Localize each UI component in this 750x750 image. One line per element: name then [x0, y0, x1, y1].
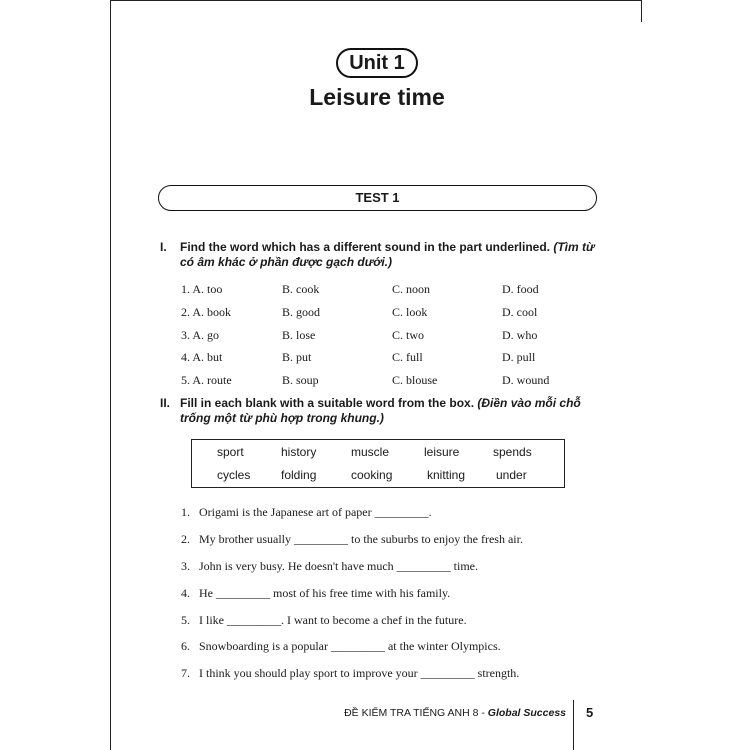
sentence-number: 6.	[181, 639, 190, 653]
sentence-text: My brother usually _________ to the suburbs to enjoy the fresh air.	[199, 532, 523, 546]
option-a: 3. A. go	[181, 328, 220, 342]
option-a: 5. A. route	[181, 373, 232, 387]
option-b: B. lose	[282, 328, 316, 342]
option-d: D. pull	[502, 350, 536, 364]
option-d: D. who	[502, 328, 538, 342]
question-row	[181, 305, 581, 321]
section-2-heading	[160, 396, 600, 428]
word-box-item: knitting	[427, 468, 466, 482]
question-row	[181, 282, 581, 298]
sentence-number: 7.	[181, 666, 190, 680]
sentence-number: 5.	[181, 613, 190, 627]
section-2-instruction-vi: (Điền vào mỗi chỗ trống một từ phù hợp trong khung.)	[180, 396, 581, 425]
option-b: B. soup	[282, 373, 319, 387]
word-box-item: sport	[217, 445, 244, 459]
footer-series: Global Success	[487, 707, 566, 719]
section-1-instruction: Find the word which has a different sound in the part underlined.	[180, 240, 551, 254]
sentence-number: 3.	[181, 559, 190, 573]
option-c: C. two	[392, 328, 425, 342]
footer-book-title	[340, 707, 566, 719]
option-b: B. cook	[282, 282, 320, 296]
word-box-item: cooking	[351, 468, 393, 482]
sentence-text: Snowboarding is a popular _________ at the winter Olympics.	[199, 639, 501, 653]
word-box-item: folding	[281, 468, 317, 482]
footer-divider	[573, 700, 574, 750]
word-box-item: muscle	[351, 445, 390, 459]
sentence-number: 1.	[181, 505, 190, 519]
sentence-number: 4.	[181, 586, 190, 600]
option-c: C. blouse	[392, 373, 438, 387]
section-2-instruction: Fill in each blank with a suitable word from the box.	[180, 396, 475, 410]
word-box-item: cycles	[217, 468, 251, 482]
word-box-item: under	[496, 468, 527, 482]
option-d: D. cool	[502, 305, 538, 319]
section-1-heading	[160, 240, 600, 272]
sentence-text: I think you should play sport to improve your _________ strength.	[199, 666, 520, 680]
section-1-instruction-block	[180, 240, 600, 270]
page-frame-top-border	[110, 0, 642, 1]
footer-title-text: ĐỀ KIỂM TRA TIẾNG ANH 8 -	[344, 707, 485, 719]
question-row	[181, 373, 581, 389]
question-row	[181, 350, 581, 366]
page-frame-right-border	[641, 0, 642, 22]
unit-badge: Unit 1	[336, 48, 418, 78]
page-title: Leisure time	[309, 84, 445, 110]
option-a: 1. A. too	[181, 282, 223, 296]
option-a: 4. A. but	[181, 350, 223, 364]
option-d: D. food	[502, 282, 539, 296]
page-frame-left-border	[110, 0, 111, 750]
option-c: C. look	[392, 305, 428, 319]
word-box-item: leisure	[424, 445, 460, 459]
option-d: D. wound	[502, 373, 550, 387]
section-1-instruction-vi: (Tìm từ có âm khác ở phần được gạch dưới.)	[180, 240, 595, 269]
option-b: B. good	[282, 305, 321, 319]
sentence-text: I like _________. I want to become a chef in the future.	[199, 613, 467, 627]
question-row	[181, 328, 581, 344]
word-box-item: history	[281, 445, 317, 459]
sentence-text: John is very busy. He doesn't have much _________ time.	[199, 559, 479, 573]
option-a: 2. A. book	[181, 305, 232, 319]
word-box-item: spends	[493, 445, 532, 459]
option-c: C. full	[392, 350, 423, 364]
sentence-number: 2.	[181, 532, 190, 546]
section-2-instruction-block	[180, 396, 600, 426]
section-1-number: I.	[160, 240, 167, 254]
page-number: 5	[586, 705, 594, 720]
sentence-text: He _________ most of his free time with his family.	[199, 586, 451, 600]
option-c: C. noon	[392, 282, 431, 296]
section-2-number: II.	[160, 396, 171, 410]
test-label: TEST 1	[158, 185, 597, 211]
sentence-text: Origami is the Japanese art of paper _________.	[199, 505, 432, 519]
word-box	[191, 439, 565, 488]
option-b: B. put	[282, 350, 312, 364]
